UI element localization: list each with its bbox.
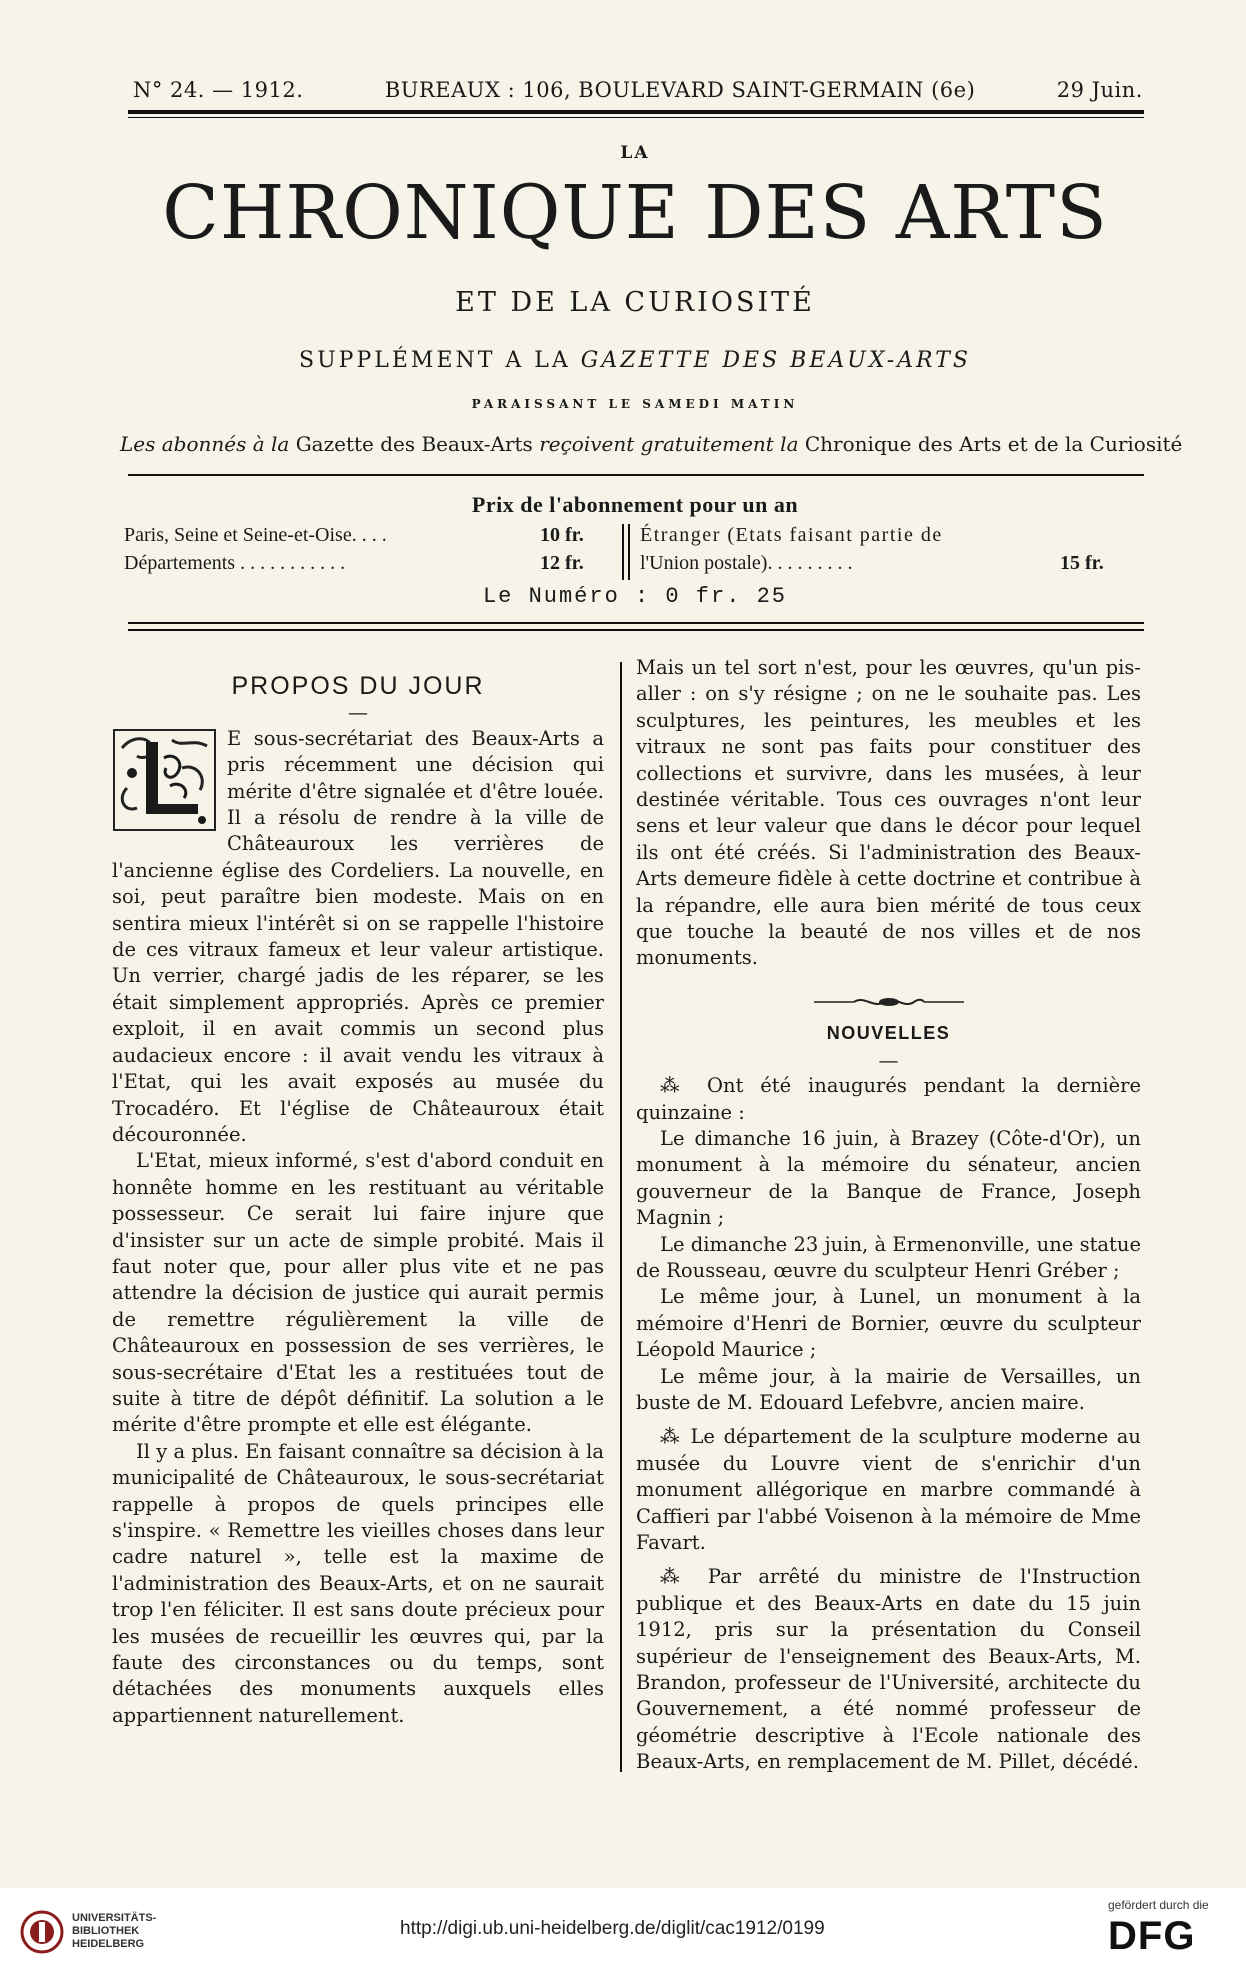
dfg-funding-label: gefördert durch die: [1108, 1898, 1209, 1912]
propos-paragraph-2: L'Etat, mieux informé, s'est d'abord conduit en honnête homme en les restituant au véritable possesseur. Ce serait lui faire injure que d'insister sur un acte de simple probité. Mais il faut noter que, pour aller plus vite et ne pas attendre la décision de justice qui aurait permis de remettre régulièrement la ville de Châteauroux en possession de ses verrières, le sous-secrétaire d'Etat les a restituées tout de suite à titre de dépôt définitif. La solution a le mérite d'être prompte et elle est élégante.: [112, 1149, 604, 1437]
nouvelles-column: [636, 655, 1141, 1776]
section-ornament-icon: [636, 990, 1141, 1016]
prix-departements-price: 12 fr.: [540, 552, 584, 574]
prix-departements: Départements . . . . . . . . . . .: [124, 552, 346, 574]
propos-du-jour-column: [112, 673, 604, 1729]
nouvelles-dash: —: [878, 1047, 899, 1072]
propos-heading: PROPOS DU JOUR: [231, 672, 485, 700]
nouvelle-3: ⁂ Par arrêté du ministre de l'Instruction publique et des Beaux-Arts en date du 15 juin 1912, pris sur la présentation du Conseil supérieur de l'enseignement des Beaux-Arts, M. Brandon, professeur de l'Université, architecte du Gouvernement, a été nommé professeur de géométrie descriptive à l'Ecole nationale des Beaux-Arts, en remplacement de M. Pillet, décédé.: [636, 1565, 1141, 1774]
abonnes-part-2: Gazette des Beaux-Arts: [295, 432, 540, 456]
masthead-paraissant: PARAISSANT LE SAMEDI MATIN: [471, 397, 799, 411]
uni-line-2: BIBLIOTHEK: [72, 1925, 140, 1937]
masthead-supplement: [120, 348, 1150, 373]
nouvelle-1d: Le même jour, à la mairie de Versailles, un buste de M. Edouard Lefebvre, ancien maire.: [636, 1364, 1141, 1414]
prix-etranger-price: 15 fr.: [1060, 552, 1104, 574]
uni-line-1: UNIVERSITÄTS-: [72, 1912, 157, 1924]
ornamental-initial-l-icon: [112, 728, 217, 832]
dfg-logo: DFG: [1108, 1914, 1196, 1958]
column-divider: [620, 662, 622, 1772]
issue-header: [133, 78, 1143, 102]
uni-line-3: HEIDELBERG: [72, 1938, 145, 1950]
propos-paragraph-1: [112, 726, 604, 1149]
masthead-title: CHRONIQUE DES ARTS: [162, 170, 1108, 256]
nouvelles-heading: NOUVELLES: [826, 1023, 951, 1044]
supplement-prefix: SUPPLÉMENT A LA: [299, 348, 581, 373]
propos-paragraph-1-text: E sous-secrétariat des Beaux-Arts a pris récemment une décision qui mérite d'être signalée et d'être louée. Il a résolu de rendre à la ville de Châteauroux les verrières de l'ancienne église des Cordeliers. La nouvelle, en soi, peut paraître bien modeste. Mais on en sentira mieux l'intérêt si on se rappelle l'histoire de ces vitraux fameux et leur valeur artistique. Un verrier, chargé jadis de les réparer, se les était simplement appropriés. Après ce premier exploit, il en avait commis un second plus audacieux encore : il avait vendu les vitraux à l'Etat, qui les avait exposés au musée du Trocadéro. Et l'église de Châteauroux était découronnée.: [112, 726, 604, 1146]
masthead-abonnes: [120, 432, 1183, 456]
prix-etranger-1: Étranger (Etats faisant partie de: [640, 524, 943, 546]
propos-dash: —: [348, 700, 368, 725]
nouvelle-1c: Le même jour, à Lunel, un monument à la mémoire d'Henri de Bornier, œuvre du sculpteur Léopold Maurice ;: [636, 1285, 1141, 1362]
header-rule-thick: [128, 110, 1144, 114]
permalink-url[interactable]: http://digi.ub.uni-heidelberg.de/diglit/cac1912/0199: [400, 1918, 825, 1939]
prix-etranger-2: l'Union postale). . . . . . . . .: [640, 552, 853, 574]
nouvelle-1a: Le dimanche 16 juin, à Brazey (Côte-d'Or), un monument à la mémoire du sénateur, ancien gouverneur de la Banque de France, Joseph Magnin ;: [636, 1126, 1141, 1230]
issue-date: 29 Juin.: [1056, 78, 1143, 102]
header-rule-thin: [128, 117, 1144, 118]
propos-paragraph-3: Il y a plus. En faisant connaître sa décision à la municipalité de Châteauroux, le sous-secrétariat rappelle à propos de quels principes elle s'inspire. « Remettre les vieilles choses dans leur cadre naturel », telle est la maxime de l'administration des Beaux-Arts, et on ne saurait trop l'en féliciter. Il est sans doute précieux pour les musées de recueillir les œuvres qui, par la faute des circonstances ou du temps, sont détachées des monuments auxquels elles appartiennent naturellement.: [112, 1439, 604, 1727]
prix-paris: Paris, Seine et Seine-et-Oise. . . .: [124, 524, 387, 546]
issue-number: N° 24. — 1912.: [133, 78, 304, 102]
prix-divider-1: [622, 524, 624, 580]
masthead-subtitle: ET DE LA CURIOSITÉ: [455, 287, 815, 318]
abonnes-part-1: Les abonnés à la: [120, 432, 296, 456]
nouvelle-2: ⁂ Le département de la sculpture moderne au musée du Louvre vient de s'enrichir d'un monument allégorique en marbre commandé à Caffieri par l'abbé Voisenon à la mémoire de Mme Favart.: [636, 1425, 1141, 1554]
nouvelle-1b: Le dimanche 23 juin, à Ermenonville, une statue de Rousseau, œuvre du sculpteur Henri Gréber ;: [636, 1232, 1141, 1282]
supplement-gazette: GAZETTE DES BEAUX-ARTS: [580, 348, 971, 373]
propos-continuation: Mais un tel sort n'est, pour les œuvres, qu'un pis-aller : on s'y résigne ; on ne le souhaite pas. Les sculptures, les peintures, les meubles et les vitraux ne sont pas faits pour constituer des collections et survivre, dans les musées, à leur destinée véritable. Tous ces ouvrages n'ont leur sens et leur valeur que dans le décor pour lequel ils ont été créés. Si l'administration des Beaux-Arts demeure fidèle à cette doctrine et contribue à la répandre, elle aura bien mérité de tous ceux que touche la beauté de nos villes et de nos monuments.: [636, 656, 1141, 970]
abonnes-part-4: Chronique des Arts et de la Curiosité: [804, 432, 1183, 456]
bureaux-address: BUREAUX : 106, BOULEVARD SAINT-GERMAIN (6e): [384, 78, 976, 102]
prix-divider-2: [628, 524, 630, 580]
masthead-la: LA: [620, 143, 650, 163]
nouvelle-1: ⁂ Ont été inaugurés pendant la dernière quinzaine :: [636, 1074, 1141, 1124]
prix-rule-top: [128, 474, 1144, 476]
prix-paris-price: 10 fr.: [540, 524, 584, 546]
university-seal-icon: [20, 1910, 64, 1954]
abonnes-part-3: reçoivent gratuitement la: [539, 432, 805, 456]
prix-rule-bottom-2: [128, 629, 1144, 631]
prix-numero: Le Numéro : 0 fr. 25: [482, 584, 788, 609]
prix-title: Prix de l'abonnement pour un an: [471, 492, 799, 517]
prix-rule-bottom-1: [128, 622, 1144, 624]
university-library-label: [72, 1912, 156, 1951]
